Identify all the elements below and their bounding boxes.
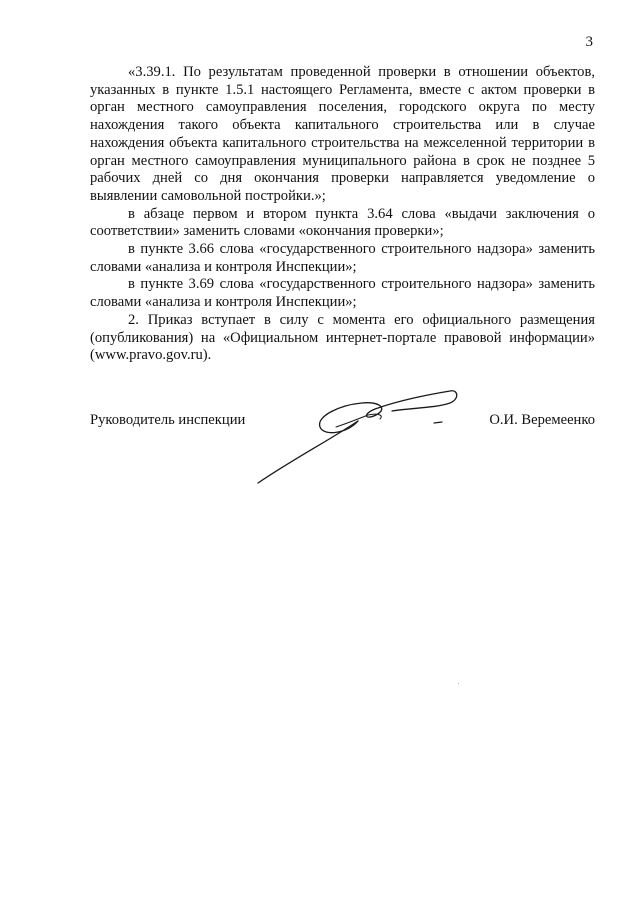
signatory-name: О.И. Веремеенко <box>489 412 595 428</box>
paragraph-effective-date: 2. Приказ вступает в силу с момента его официального размещения (опубликования) на «Официальном интернет-портале правовой информации» (www.pravo.gov.ru). <box>90 311 595 364</box>
paragraph-clause-3-66: в пункте 3.66 слова «государственного строительного надзора» заменить словами «анализа и контроля Инспекции»; <box>90 241 595 275</box>
paragraph-clause-3-39-1: «3.39.1. По результатам проведенной проверки в отношении объектов, указанных в пункте 1.5.1 настоящего Регламента, вместе с актом проверки в орган местного самоуправления поселения, городского округа по месту нахождения такого объекта капитального строительства или в случае нахождения объекта капитального строительства на межселенной территории в орган местного самоуправления муниципального района в срок не позднее 5 рабочих дней со дня окончания проверки направляется уведомление о выявлении самовольной постройки.»; <box>90 64 595 204</box>
signatory-position: Руководитель инспекции <box>90 412 246 428</box>
scan-speck <box>458 683 459 684</box>
handwritten-signature <box>250 383 470 493</box>
document-body <box>90 64 595 365</box>
paragraph-clause-3-64: в абзаце первом и втором пункта 3.64 слова «выдачи заключения о соответствии» заменить словами «окончания проверки»; <box>90 205 595 240</box>
page-number: 3 <box>585 34 593 50</box>
paragraph-clause-3-69: в пункте 3.69 слова «государственного строительного надзора» заменить словами «анализа и контроля Инспекции»; <box>90 276 595 311</box>
